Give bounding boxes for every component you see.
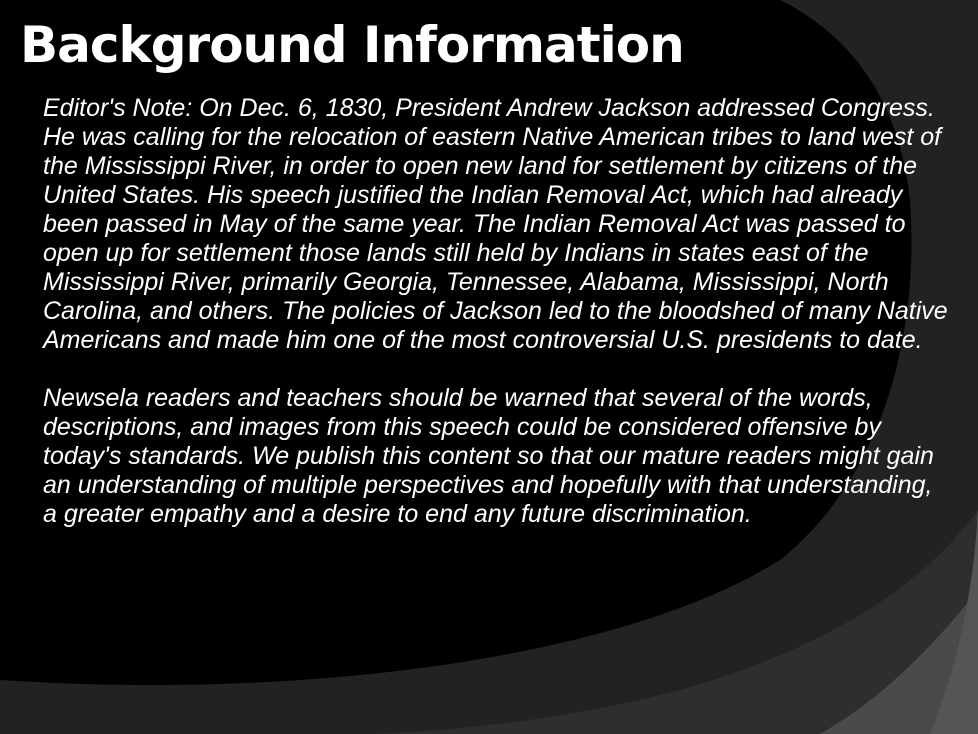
slide-body bbox=[43, 94, 948, 529]
slide-title: Background Information bbox=[20, 16, 684, 74]
editors-note-paragraph: Editor's Note: On Dec. 6, 1830, President Andrew Jackson addressed Congress. He was calling for the relocation of eastern Native American tribes to land west of the Mississippi River, in order to open new land for settlement by citizens of the United States. His speech justified the Indian Removal Act, which had already been passed in May of the same year. The Indian Removal Act was passed to open up for settlement those lands still held by Indians in states east of the Mississippi River, primarily Georgia, Tennessee, Alabama, Mississippi, North Carolina, and others. The policies of Jackson led to the bloodshed of many Native Americans and made him one of the most controversial U.S. presidents to date. bbox=[43, 94, 948, 354]
content-warning-paragraph: Newsela readers and teachers should be warned that several of the words, descriptions, and images from this speech could be considered offensive by today's standards. We publish this content so that our mature readers might gain an understanding of multiple perspectives and hopefully with that understanding, a greater empathy and a desire to end any future discrimination. bbox=[43, 384, 934, 528]
